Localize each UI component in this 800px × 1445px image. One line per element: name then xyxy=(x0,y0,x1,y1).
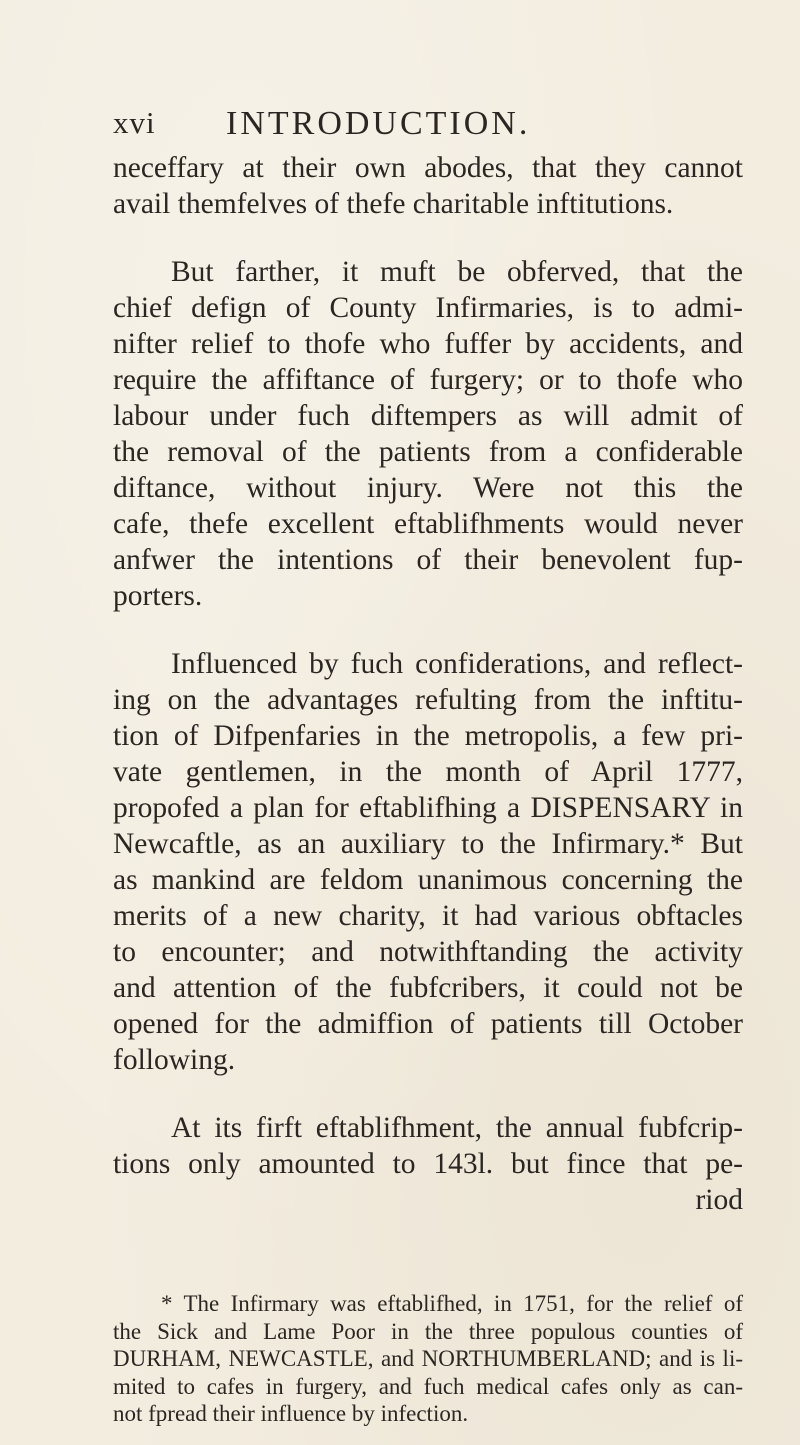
page-header xyxy=(113,105,753,145)
paragraph-2 xyxy=(113,254,743,614)
text-line: Newcaftle, as an auxiliary to the Infirmary.* But xyxy=(113,828,743,860)
body-text xyxy=(113,150,743,1218)
footnote-line: not fpread their influence by infection. xyxy=(113,1401,469,1426)
footnote-line: * The Infirmary was eftablifhed, in 1751, for the relief of xyxy=(161,1291,743,1316)
page-number: xvi xyxy=(113,105,156,140)
text-line: Influenced by fuch confiderations, and reflect- xyxy=(171,648,743,680)
text-line: require the affiftance of furgery; or to thofe who xyxy=(113,364,743,396)
text-line: labour under fuch diftempers as will admit of xyxy=(113,400,743,432)
text-line: propofed a plan for eftablifhing a DISPENSARY in xyxy=(113,792,743,824)
catchword: riod xyxy=(695,1184,743,1216)
footnote-line: DURHAM, NEWCASTLE, and NORTHUMBERLAND; and is li- xyxy=(113,1346,743,1371)
text-line: vate gentlemen, in the month of April 1777, xyxy=(113,756,743,788)
text-line: tion of Difpenfaries in the metropolis, a few pri- xyxy=(113,720,743,752)
footnote xyxy=(113,1290,743,1428)
text-line: chief defign of County Infirmaries, is to admi- xyxy=(113,292,743,324)
text-line: anfwer the intentions of their benevolent fup- xyxy=(113,544,743,576)
text-line: cafe, thefe excellent eftablifhments would never xyxy=(113,508,743,540)
running-head: INTRODUCTION. xyxy=(226,105,531,142)
text-line: and attention of the fubfcribers, it could not be xyxy=(113,972,743,1004)
text-line: But farther, it muft be obferved, that the xyxy=(171,256,743,288)
text-line: avail themfelves of thefe charitable inftitutions. xyxy=(113,188,674,220)
footnote-line: mited to cafes in furgery, and fuch medical cafes only as can- xyxy=(113,1373,743,1399)
text-line: tions only amounted to 143l. but fince that pe- xyxy=(113,1148,743,1180)
footnote-line: the Sick and Lame Poor in the three populous counties of xyxy=(113,1318,743,1344)
text-line: to encounter; and notwithftanding the activity xyxy=(113,936,743,968)
text-line: diftance, without injury. Were not this the xyxy=(113,472,743,504)
text-line: merits of a new charity, it had various obftacles xyxy=(113,900,743,932)
text-line: opened for the admiffion of patients till October xyxy=(113,1008,743,1040)
text-line: the removal of the patients from a confiderable xyxy=(113,436,743,468)
text-line: as mankind are feldom unanimous concerning the xyxy=(113,864,743,896)
paragraph-3 xyxy=(113,646,743,1078)
text-line: porters. xyxy=(113,580,203,612)
text-line: nifter relief to thofe who fuffer by accidents, and xyxy=(113,328,743,360)
paragraph-4 xyxy=(113,1110,743,1218)
text-line: ing on the advantages refulting from the inftitu- xyxy=(113,684,743,716)
text-line: neceffary at their own abodes, that they cannot xyxy=(113,152,743,184)
text-line: following. xyxy=(113,1044,236,1076)
paragraph-1 xyxy=(113,150,743,222)
text-line: At its firft eftablifhment, the annual fubfcrip- xyxy=(171,1112,743,1144)
